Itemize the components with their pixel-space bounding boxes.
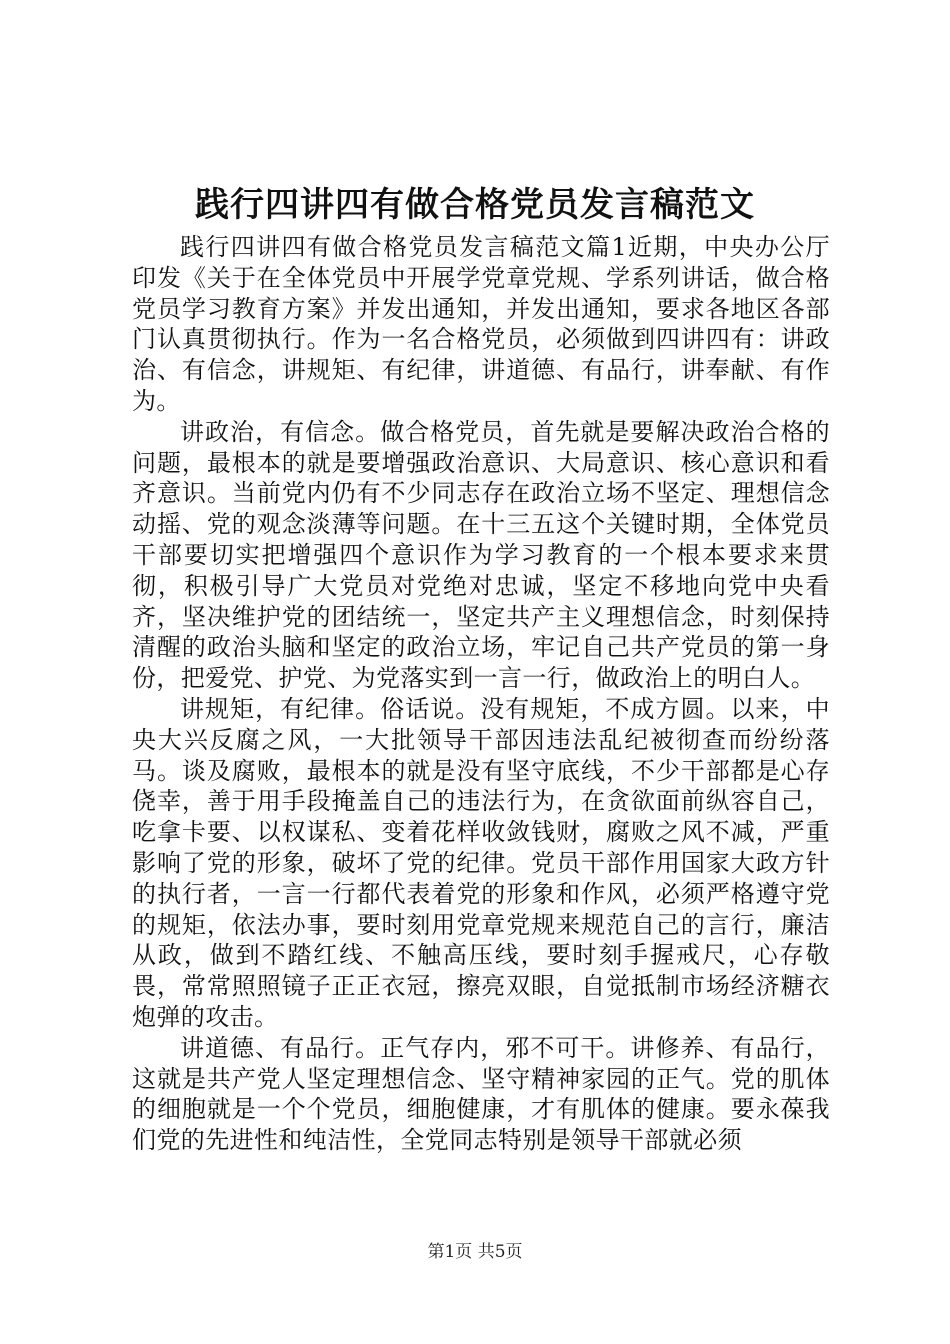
- document-body: [132, 232, 830, 1156]
- page-number-footer: 第1页 共5页: [427, 1242, 523, 1262]
- paragraph: 讲道德、有品行。正气存内，邪不可干。讲修养、有品行，这就是共产党人坚定理想信念、坚守精神家园的正气。党的肌体的细胞就是一个个党员，细胞健康，才有肌体的健康。要永葆我们党的先进性和纯洁性，全党同志特别是领导干部就必须: [132, 1033, 830, 1155]
- paragraph: 讲政治，有信念。做合格党员，首先就是要解决政治合格的问题，最根本的就是要增强政治意识、大局意识、核心意识和看齐意识。当前党内仍有不少同志存在政治立场不坚定、理想信念动摇、党的观念淡薄等问题。在十三五这个关键时期，全体党员干部要切实把增强四个意识作为学习教育的一个根本要求来贯彻，积极引导广大党员对党绝对忠诚，坚定不移地向党中央看齐，坚决维护党的团结统一，坚定共产主义理想信念，时刻保持清醒的政治头脑和坚定的政治立场，牢记自己共产党员的第一身份，把爱党、护党、为党落实到一言一行，做政治上的明白人。: [132, 417, 830, 693]
- document-title: 践行四讲四有做合格党员发言稿范文: [195, 185, 755, 225]
- paragraph: 践行四讲四有做合格党员发言稿范文篇1近期，中央办公厅印发《关于在全体党员中开展学党章党规、学系列讲话，做合格党员学习教育方案》并发出通知，并发出通知，要求各地区各部门认真贯彻执行。作为一名合格党员，必须做到四讲四有：讲政治、有信念，讲规矩、有纪律，讲道德、有品行，讲奉献、有作为。: [132, 233, 830, 415]
- paragraph: 讲规矩，有纪律。俗话说。没有规矩，不成方圆。以来，中央大兴反腐之风，一大批领导干部因违法乱纪被彻查而纷纷落马。谈及腐败，最根本的就是没有坚守底线，不少干部都是心存侥幸，善于用手段掩盖自己的违法行为，在贪欲面前纵容自己，吃拿卡要、以权谋私、变着花样收敛钱财，腐败之风不减，严重影响了党的形象，破坏了党的纪律。党员干部作用国家大政方针的执行者，一言一行都代表着党的形象和作风，必须严格遵守党的规矩，依法办事，要时刻用党章党规来规范自己的言行，廉洁从政，做到不踏红线、不触高压线，要时刻手握戒尺，心存敬畏，常常照照镜子正正衣冠，擦亮双眼，自觉抵制市场经济糖衣炮弹的攻击。: [132, 694, 830, 1031]
